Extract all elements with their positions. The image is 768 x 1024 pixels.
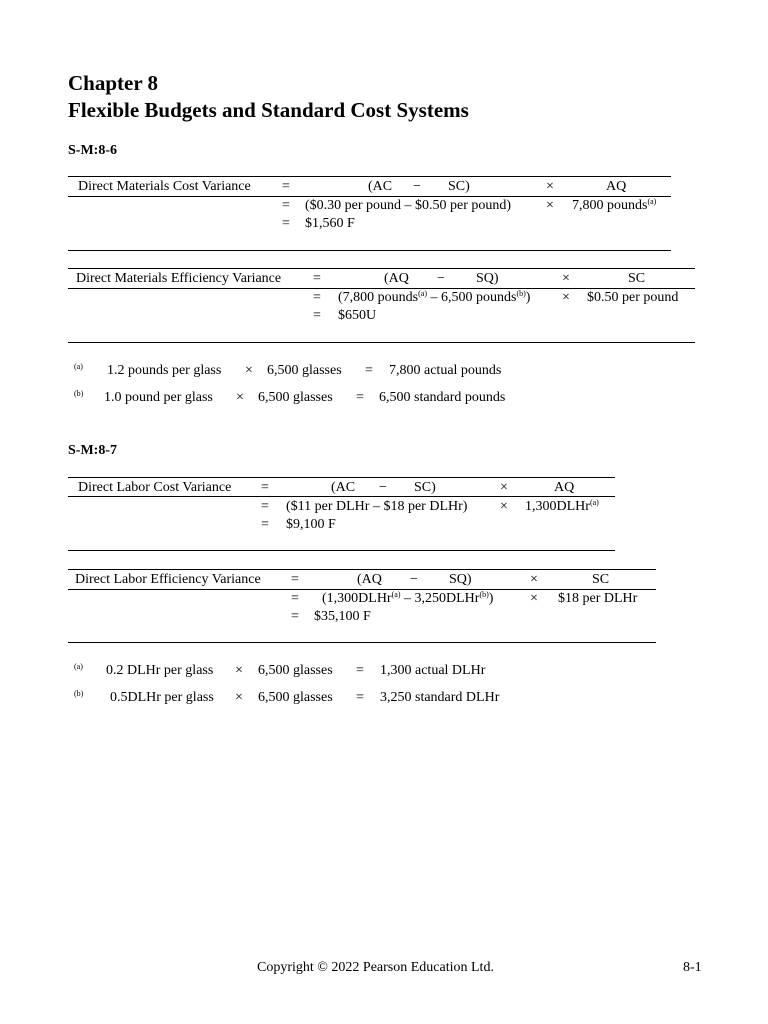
times-sign: × (546, 179, 554, 194)
variance-result: $35,100 F (314, 609, 371, 624)
variance-result: $650U (338, 308, 377, 323)
equals-sign: = (356, 663, 364, 678)
price-value: $0.50 per pound (587, 290, 679, 305)
copyright-footer: Copyright © 2022 Pearson Education Ltd. (257, 960, 494, 975)
price-value: $18 per DLHr (558, 591, 638, 606)
footnote-text: 1.2 pounds per glass (107, 363, 222, 378)
expression-part: ) (488, 591, 494, 606)
footnote-text: 1,300 actual DLHr (380, 663, 486, 678)
formula-factor: SC (628, 271, 646, 286)
times-sign: × (235, 690, 243, 705)
variance-expression: ($0.30 per pound – $0.50 per pound) (305, 198, 512, 213)
footnote-mark: (a) (74, 362, 83, 371)
formula-minus: − (437, 271, 445, 286)
footnote-text: 7,800 actual pounds (389, 363, 502, 378)
equals-sign: = (313, 308, 321, 323)
times-sign: × (500, 499, 508, 514)
equals-sign: = (282, 198, 290, 213)
times-sign: × (245, 363, 253, 378)
formula-left: (AC (368, 179, 393, 194)
formula-minus: − (410, 572, 418, 587)
variance-result: $1,560 F (305, 216, 355, 231)
formula-right: SQ) (476, 271, 499, 286)
formula-factor: AQ (554, 480, 575, 495)
variance-result: $9,100 F (286, 517, 336, 532)
variance-expression: ($11 per DLHr – $18 per DLHr) (286, 499, 468, 514)
equals-sign: = (291, 591, 299, 606)
section-id: S-M:8-7 (68, 443, 117, 458)
footnote-text: 1.0 pound per glass (104, 390, 213, 405)
equals-sign: = (356, 390, 364, 405)
footnote-text: 0.5DLHr per glass (110, 690, 214, 705)
footnote-text: 0.2 DLHr per glass (106, 663, 214, 678)
expression-part: (7,800 pounds (338, 290, 419, 305)
formula-factor: SC (592, 572, 610, 587)
variance-label: Direct Labor Efficiency Variance (75, 572, 261, 587)
equals-sign: = (365, 363, 373, 378)
expression-part: – 6,500 pounds (427, 290, 517, 305)
table-bottom-rule (68, 642, 656, 643)
quantity-value (572, 198, 656, 214)
times-sign: × (235, 663, 243, 678)
quantity-text: 7,800 pounds (572, 198, 648, 213)
times-sign: × (500, 480, 508, 495)
table-bottom-rule (68, 342, 695, 343)
footnote-ref: (b) (479, 590, 489, 599)
page-number: 8-1 (683, 960, 702, 975)
equals-sign: = (291, 572, 299, 587)
expression-part: (1,300DLHr (322, 591, 392, 606)
footnote-text: 6,500 standard pounds (379, 390, 506, 405)
footnote-ref: (a) (418, 289, 428, 298)
equals-sign: = (282, 179, 290, 194)
equals-sign: = (261, 499, 269, 514)
footnote-ref: (a) (391, 590, 401, 599)
times-sign: × (562, 290, 570, 305)
quantity-value (525, 499, 599, 515)
formula-right: SC) (448, 179, 470, 194)
formula-right: SQ) (449, 572, 472, 587)
equals-sign: = (291, 609, 299, 624)
footnote-text: 6,500 glasses (258, 663, 333, 678)
table-header-rule (68, 196, 671, 197)
expression-part: ) (525, 290, 531, 305)
table-header-rule (68, 589, 656, 590)
times-sign: × (236, 390, 244, 405)
footnote-mark: (b) (74, 389, 84, 398)
equals-sign: = (313, 271, 321, 286)
equals-sign: = (313, 290, 321, 305)
table-top-rule (68, 176, 671, 177)
equals-sign: = (261, 517, 269, 532)
table-top-rule (68, 569, 656, 570)
times-sign: × (530, 591, 538, 606)
table-header-rule (68, 288, 695, 289)
formula-factor: AQ (606, 179, 627, 194)
footnote-mark: (a) (74, 662, 83, 671)
equals-sign: = (261, 480, 269, 495)
footnote-text: 3,250 standard DLHr (380, 690, 500, 705)
footnote-ref: (a) (589, 498, 599, 507)
formula-minus: − (413, 179, 421, 194)
formula-minus: − (379, 480, 387, 495)
formula-left: (AQ (357, 572, 382, 587)
times-sign: × (546, 198, 554, 213)
table-top-rule (68, 477, 615, 478)
times-sign: × (530, 572, 538, 587)
formula-left: (AQ (384, 271, 409, 286)
variance-expression (338, 290, 530, 306)
footnote-text: 6,500 glasses (258, 690, 333, 705)
table-bottom-rule (68, 550, 615, 551)
footnote-mark: (b) (74, 689, 84, 698)
quantity-text: 1,300DLHr (525, 499, 590, 514)
variance-label: Direct Materials Cost Variance (78, 179, 251, 194)
table-bottom-rule (68, 250, 671, 251)
table-top-rule (68, 268, 695, 269)
footnote-ref: (b) (516, 289, 526, 298)
variance-label: Direct Materials Efficiency Variance (76, 271, 282, 286)
table-header-rule (68, 496, 615, 497)
times-sign: × (562, 271, 570, 286)
footnote-text: 6,500 glasses (267, 363, 342, 378)
section-id: S-M:8-6 (68, 143, 117, 158)
formula-left: (AC (331, 480, 356, 495)
footnote-text: 6,500 glasses (258, 390, 333, 405)
expression-part: – 3,250DLHr (400, 591, 480, 606)
variance-label: Direct Labor Cost Variance (78, 480, 232, 495)
equals-sign: = (356, 690, 364, 705)
chapter-title: Flexible Budgets and Standard Cost Systems (68, 98, 469, 122)
variance-expression (322, 591, 493, 607)
equals-sign: = (282, 216, 290, 231)
footnote-ref: (a) (647, 197, 657, 206)
chapter-heading: Chapter 8 (68, 71, 159, 95)
formula-right: SC) (414, 480, 436, 495)
